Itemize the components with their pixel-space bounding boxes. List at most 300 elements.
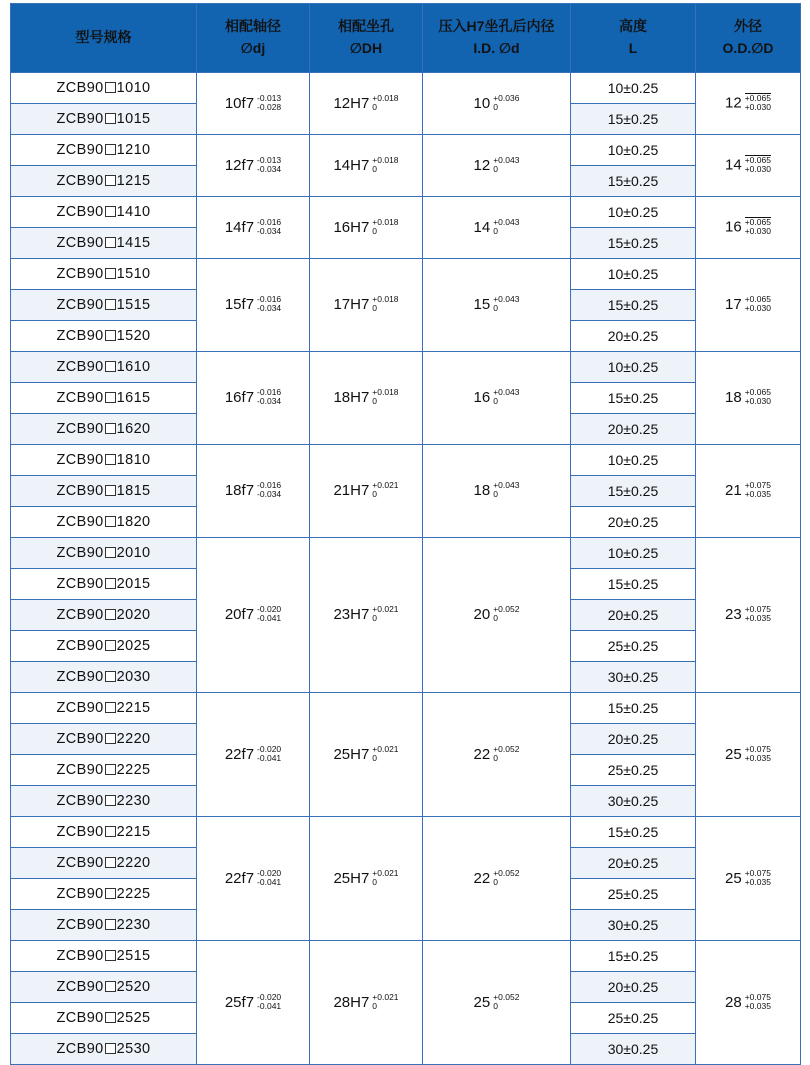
cell-model: ZCB90 1410 [11,197,197,228]
outer-value [725,389,771,407]
housing-value-tolerance [372,481,398,499]
cell-length: 15±0.25 [571,104,696,135]
cell-model: ZCB90 1810 [11,445,197,476]
cell-model: ZCB90 2010 [11,538,197,569]
cell-housing-bore [310,135,423,197]
housing-value-base: 17H7 [333,296,370,314]
cell-model: ZCB90 2520 [11,972,197,1003]
inner-value [473,216,520,237]
housing-value-base: 28H7 [333,993,370,1011]
header-line1: 相配坐孔 [338,18,394,35]
tolerance-upper: +0.075 [744,867,771,878]
cell-length: 15±0.25 [571,817,696,848]
cell-model: ZCB90 2230 [11,910,197,941]
header-line1: 相配轴径 [225,18,281,35]
outer-value [725,867,771,888]
tolerance-lower: 0 [493,613,498,624]
cell-length: 20±0.25 [571,972,696,1003]
cell-inner-diameter [423,941,571,1065]
housing-value [333,92,399,113]
shaft-value-base: 20f7 [224,606,255,624]
tolerance-upper: +0.052 [493,991,520,1002]
housing-value-base: 25H7 [333,869,370,887]
header-line2: ∅dj [240,40,266,56]
outer-value-base: 17 [725,296,742,314]
header-line1: 外径 [734,18,762,35]
tolerance-upper: -0.020 [257,991,282,1002]
cell-shaft-diameter [197,259,310,352]
column-header-shaft-diameter [197,4,310,73]
outer-value [725,743,771,764]
cell-model: ZCB90 1615 [11,383,197,414]
shaft-value-tolerance [257,481,281,499]
cell-model: ZCB90 1015 [11,104,197,135]
square-placeholder-icon [105,919,116,930]
cell-length: 15±0.25 [571,290,696,321]
inner-value-base: 15 [473,296,491,314]
inner-value-base: 22 [473,745,491,763]
tolerance-upper: +0.018 [372,92,399,103]
tolerance-lower: 0 [493,489,498,500]
cell-outer-diameter [696,135,801,197]
shaft-value-tolerance [257,993,281,1011]
cell-model: ZCB90 2220 [11,724,197,755]
tolerance-upper: -0.016 [257,480,282,491]
cell-inner-diameter [423,259,571,352]
tolerance-upper: -0.013 [257,92,282,103]
outer-value-tolerance [745,745,771,763]
cell-outer-diameter [696,259,801,352]
square-placeholder-icon [105,981,116,992]
tolerance-upper: +0.021 [372,604,399,615]
square-placeholder-icon [105,578,116,589]
square-placeholder-icon [105,144,116,155]
cell-outer-diameter [696,538,801,693]
housing-value-base: 18H7 [333,389,370,407]
table-row [11,259,801,290]
specification-table [10,3,801,1065]
square-placeholder-icon [105,454,116,465]
housing-value-tolerance [372,993,398,1011]
shaft-value-base: 22f7 [224,745,255,763]
header-line2: ∅DH [349,40,383,56]
inner-value-tolerance [493,605,519,623]
table-body [11,73,801,1065]
tolerance-lower: +0.030 [744,102,771,112]
tolerance-upper: +0.065 [744,294,771,305]
outer-value-base: 14 [725,156,742,174]
cell-length: 10±0.25 [571,538,696,569]
tolerance-lower: -0.034 [257,396,282,407]
housing-value-base: 14H7 [333,156,370,174]
housing-value [333,743,399,764]
shaft-value [224,867,282,888]
housing-value [333,991,399,1012]
housing-value [333,389,398,407]
square-placeholder-icon [105,950,116,961]
tolerance-upper: -0.020 [257,867,282,878]
inner-value-base: 10 [473,94,491,112]
tolerance-lower: +0.035 [744,1000,771,1011]
cell-outer-diameter [696,941,801,1065]
shaft-value-tolerance [257,605,281,623]
cell-length: 15±0.25 [571,228,696,259]
shaft-value [224,216,282,237]
cell-outer-diameter [696,352,801,445]
tolerance-upper: +0.018 [372,294,399,305]
cell-length: 15±0.25 [571,383,696,414]
cell-length: 10±0.25 [571,352,696,383]
cell-length: 15±0.25 [571,693,696,724]
tolerance-upper: +0.075 [744,480,771,491]
square-placeholder-icon [105,609,116,620]
tolerance-upper: -0.016 [257,216,282,227]
cell-length: 15±0.25 [571,569,696,600]
tolerance-lower: 0 [493,1000,498,1011]
header-line2: O.D.∅D [722,40,774,56]
cell-length: 15±0.25 [571,476,696,507]
cell-model: ZCB90 2525 [11,1003,197,1034]
square-placeholder-icon [105,268,116,279]
square-placeholder-icon [105,113,116,124]
tolerance-lower: 0 [493,225,498,236]
cell-outer-diameter [696,197,801,259]
outer-value-base: 25 [725,745,742,763]
outer-value [725,218,771,237]
outer-value-base: 21 [725,482,742,500]
cell-shaft-diameter [197,941,310,1065]
square-placeholder-icon [105,82,116,93]
shaft-value-base: 22f7 [224,869,255,887]
cell-shaft-diameter [197,817,310,941]
outer-value-tolerance [745,869,771,887]
column-header-inner-diameter [423,4,571,73]
tolerance-upper: -0.016 [257,294,282,305]
outer-value-tolerance [745,155,771,174]
cell-length: 30±0.25 [571,1034,696,1065]
cell-model: ZCB90 2530 [11,1034,197,1065]
cell-shaft-diameter [197,693,310,817]
outer-value [725,606,771,624]
outer-value-base: 28 [725,993,742,1011]
square-placeholder-icon [105,857,116,868]
table-header [11,4,801,73]
square-placeholder-icon [105,330,116,341]
tolerance-upper: +0.075 [744,743,771,754]
cell-shaft-diameter [197,135,310,197]
housing-value [333,154,399,175]
shaft-value-tolerance [257,218,281,236]
shaft-value-tolerance [257,156,281,174]
outer-value-base: 23 [725,606,742,624]
tolerance-upper: +0.065 [744,155,771,166]
table-row [11,445,801,476]
outer-value-tolerance [745,605,771,623]
tolerance-upper: -0.016 [257,387,282,398]
inner-value-tolerance [493,993,519,1011]
cell-length: 30±0.25 [571,786,696,817]
tolerance-lower: -0.034 [257,163,282,174]
housing-value-tolerance [372,94,398,112]
housing-value [333,867,399,888]
tolerance-lower: 0 [493,163,498,174]
inner-value-tolerance [493,388,519,406]
cell-outer-diameter [696,693,801,817]
tolerance-lower: +0.035 [744,752,771,763]
cell-inner-diameter [423,135,571,197]
square-placeholder-icon [105,299,116,310]
square-placeholder-icon [105,392,116,403]
tolerance-lower: 0 [493,876,498,887]
shaft-value-tolerance [257,388,281,406]
cell-housing-bore [310,259,423,352]
tolerance-upper: +0.075 [744,991,771,1002]
cell-length: 10±0.25 [571,73,696,104]
cell-housing-bore [310,538,423,693]
outer-value-base: 12 [725,94,742,112]
housing-value-base: 16H7 [333,218,370,236]
square-placeholder-icon [105,516,116,527]
cell-model: ZCB90 2030 [11,662,197,693]
cell-length: 25±0.25 [571,755,696,786]
shaft-value-base: 18f7 [224,482,255,500]
cell-length: 10±0.25 [571,259,696,290]
cell-housing-bore [310,445,423,538]
housing-value-tolerance [372,605,398,623]
cell-model: ZCB90 2225 [11,755,197,786]
cell-length: 20±0.25 [571,321,696,352]
shaft-value-base: 15f7 [224,296,255,314]
tolerance-lower: -0.041 [257,752,282,763]
inner-value [473,867,520,888]
cell-length: 25±0.25 [571,1003,696,1034]
shaft-value-base: 12f7 [224,156,255,174]
inner-value-tolerance [493,295,519,313]
cell-length: 10±0.25 [571,135,696,166]
inner-value-tolerance [493,745,519,763]
column-header-outer-diameter [696,4,801,73]
tolerance-lower: 0 [372,303,378,314]
inner-value-base: 22 [473,869,491,887]
square-placeholder-icon [105,826,116,837]
square-placeholder-icon [105,206,116,217]
inner-value [473,991,520,1012]
tolerance-lower: +0.030 [744,226,771,236]
table-row [11,352,801,383]
square-placeholder-icon [105,640,116,651]
tolerance-lower: -0.041 [257,1000,282,1011]
shaft-value-base: 25f7 [224,993,255,1011]
square-placeholder-icon [105,795,116,806]
cell-length: 30±0.25 [571,910,696,941]
inner-value [473,154,520,175]
cell-inner-diameter [423,73,571,135]
shaft-value-tolerance [257,869,281,887]
tolerance-lower: -0.028 [257,101,282,112]
outer-value-tolerance [745,93,771,112]
cell-shaft-diameter [197,73,310,135]
cell-model: ZCB90 2025 [11,631,197,662]
square-placeholder-icon [105,702,116,713]
tolerance-lower: 0 [493,101,498,112]
cell-length: 25±0.25 [571,631,696,662]
square-placeholder-icon [105,237,116,248]
housing-value-tolerance [372,388,398,406]
tolerance-lower: -0.034 [257,489,282,500]
header-row [11,4,801,73]
outer-value [725,94,771,113]
cell-length: 10±0.25 [571,197,696,228]
shaft-value [224,154,282,175]
cell-model: ZCB90 1215 [11,166,197,197]
header-line2: L [628,40,638,56]
outer-value [725,482,771,500]
square-placeholder-icon [105,175,116,186]
spec-sheet [5,0,805,1065]
tolerance-upper: +0.043 [493,154,520,165]
tolerance-upper: -0.013 [257,154,282,165]
cell-inner-diameter [423,445,571,538]
tolerance-upper: +0.018 [372,154,399,165]
housing-value [333,296,398,314]
table-row [11,197,801,228]
cell-length: 20±0.25 [571,414,696,445]
outer-value-tolerance [745,388,771,406]
tolerance-lower: -0.034 [257,303,282,314]
housing-value-tolerance [372,218,398,236]
tolerance-lower: -0.034 [257,225,282,236]
housing-value-base: 23H7 [333,606,370,624]
cell-housing-bore [310,73,423,135]
table-row [11,135,801,166]
tolerance-upper: -0.020 [257,743,282,754]
square-placeholder-icon [105,764,116,775]
tolerance-lower: -0.041 [257,613,282,624]
inner-value-base: 18 [473,482,491,500]
tolerance-upper: +0.021 [372,991,399,1002]
tolerance-lower: 0 [372,752,378,763]
header-line1: 型号规格 [75,29,132,46]
tolerance-lower: +0.035 [744,876,771,887]
inner-value-base: 14 [473,218,491,236]
tolerance-upper: -0.020 [257,604,282,615]
shaft-value-tolerance [257,295,281,313]
inner-value-tolerance [493,156,519,174]
cell-shaft-diameter [197,352,310,445]
cell-inner-diameter [423,352,571,445]
tolerance-lower: +0.030 [744,396,771,407]
square-placeholder-icon [105,547,116,558]
cell-model: ZCB90 1620 [11,414,197,445]
shaft-value [225,606,281,624]
inner-value-base: 12 [473,156,491,174]
cell-length: 20±0.25 [571,507,696,538]
header-line2: I.D. ∅d [473,40,520,56]
cell-inner-diameter [423,817,571,941]
inner-value-base: 25 [473,993,491,1011]
housing-value-base: 25H7 [333,745,370,763]
square-placeholder-icon [105,733,116,744]
column-header-housing-bore [310,4,423,73]
cell-model: ZCB90 1415 [11,228,197,259]
tolerance-upper: +0.065 [744,217,771,228]
tolerance-lower: 0 [493,396,498,407]
shaft-value [224,991,282,1012]
square-placeholder-icon [105,361,116,372]
housing-value-tolerance [372,295,398,313]
tolerance-lower: 0 [372,489,378,500]
header-line1: 压入H7坐孔后内径 [438,18,555,35]
cell-shaft-diameter [197,538,310,693]
tolerance-lower: 0 [372,1000,378,1011]
inner-value-tolerance [493,481,519,499]
column-header-length [571,4,696,73]
cell-model: ZCB90 1010 [11,73,197,104]
housing-value-tolerance [372,745,398,763]
tolerance-upper: +0.021 [372,743,399,754]
cell-model: ZCB90 1820 [11,507,197,538]
cell-length: 20±0.25 [571,848,696,879]
inner-value [474,606,520,624]
tolerance-upper: +0.043 [493,480,520,491]
shaft-value [224,92,282,113]
tolerance-lower: 0 [493,752,498,763]
cell-model: ZCB90 2015 [11,569,197,600]
table-row [11,73,801,104]
cell-model: ZCB90 2220 [11,848,197,879]
square-placeholder-icon [105,1012,116,1023]
tolerance-upper: +0.043 [493,387,520,398]
cell-housing-bore [310,352,423,445]
cell-model: ZCB90 1610 [11,352,197,383]
tolerance-upper: +0.043 [493,294,520,305]
cell-length: 15±0.25 [571,166,696,197]
table-row [11,817,801,848]
cell-model: ZCB90 1510 [11,259,197,290]
outer-value [725,991,771,1012]
tolerance-upper: +0.052 [493,743,520,754]
tolerance-upper: +0.021 [372,480,399,491]
tolerance-lower: +0.030 [744,164,771,174]
header-line1: 高度 [619,18,647,35]
tolerance-upper: +0.075 [744,604,771,615]
cell-model: ZCB90 2225 [11,879,197,910]
table-row [11,693,801,724]
square-placeholder-icon [105,423,116,434]
cell-length: 20±0.25 [571,600,696,631]
cell-length: 30±0.25 [571,662,696,693]
shaft-value [224,743,282,764]
outer-value [725,156,771,175]
square-placeholder-icon [105,671,116,682]
tolerance-lower: +0.035 [744,613,771,624]
tolerance-lower: +0.030 [744,303,771,314]
housing-value [333,482,398,500]
square-placeholder-icon [105,485,116,496]
tolerance-upper: +0.065 [744,387,771,398]
cell-length: 15±0.25 [571,941,696,972]
inner-value-base: 16 [473,389,491,407]
shaft-value-base: 14f7 [224,218,255,236]
shaft-value-tolerance [257,745,281,763]
cell-model: ZCB90 2515 [11,941,197,972]
outer-value-tolerance [745,993,771,1011]
tolerance-upper: +0.018 [372,387,399,398]
cell-housing-bore [310,941,423,1065]
outer-value [725,296,771,314]
column-header-model [11,4,197,73]
cell-model: ZCB90 1815 [11,476,197,507]
